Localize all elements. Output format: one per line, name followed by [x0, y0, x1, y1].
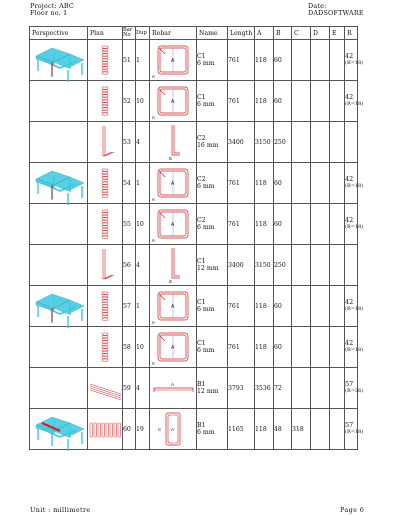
svg-text:R: R [152, 74, 155, 79]
table-header-row [30, 27, 358, 40]
table-row [30, 40, 358, 81]
rebar-name-cell [197, 368, 228, 409]
duplicate-count: 19 [136, 409, 150, 450]
plan-cell [88, 122, 123, 163]
plan-cell [88, 245, 123, 286]
rebar-name: C1 [197, 258, 206, 265]
perspective-cell [30, 368, 88, 409]
project-header [30, 3, 74, 17]
bar-diameter: 6 mm [197, 429, 215, 436]
dim-e [330, 327, 345, 368]
dim-d [311, 163, 330, 204]
plan-cell [88, 204, 123, 245]
dim-a: 3150 [255, 122, 274, 163]
dim-b: 60 [274, 163, 292, 204]
svg-text:A: A [171, 99, 175, 105]
bend-radius: 57 [345, 421, 354, 429]
dim-c [292, 327, 311, 368]
plan-view-icon [88, 327, 123, 367]
dim-a: 118 [255, 204, 274, 245]
bar-length: 761 [228, 204, 255, 245]
dim-d [311, 327, 330, 368]
rebar-cell [150, 204, 197, 245]
dim-a: 118 [255, 286, 274, 327]
bar-number: 57 [123, 286, 136, 327]
bar-length: 3400 [228, 122, 255, 163]
rebar-name-cell [197, 327, 228, 368]
inner-radius: (R=18) [345, 306, 364, 312]
duplicate-count: 1 [136, 40, 150, 81]
rebar-name-cell [197, 122, 228, 163]
unit-label: Unit : millimetre [30, 506, 91, 514]
bend-radius-cell [345, 409, 364, 450]
rebar-shape-diagram [150, 81, 197, 121]
rebar-cell [150, 286, 197, 327]
table-row [30, 163, 358, 204]
rebar-shape-diagram [150, 327, 197, 367]
dim-a: 118 [255, 409, 274, 450]
dim-a: 118 [255, 81, 274, 122]
svg-text:R: R [152, 320, 155, 325]
rebar-name-cell [197, 40, 228, 81]
col-b-header: B [274, 27, 292, 40]
svg-text:A: A [171, 181, 175, 187]
bend-radius: 42 [345, 298, 354, 306]
duplicate-count: 4 [136, 245, 150, 286]
rebar-shape-diagram [150, 163, 197, 203]
plan-cell [88, 40, 123, 81]
bar-length: 761 [228, 81, 255, 122]
dim-b: 250 [274, 122, 292, 163]
duplicate-count: 1 [136, 286, 150, 327]
bar-diameter: 16 mm [197, 142, 219, 149]
plan-view-icon [88, 286, 123, 326]
dim-c [292, 40, 311, 81]
dim-e [330, 163, 345, 204]
page-number: Page 6 [340, 506, 365, 514]
inner-radius: (R=18) [345, 183, 364, 189]
svg-text:C: C [158, 427, 162, 432]
dim-a: 118 [255, 40, 274, 81]
duplicate-count: 1 [136, 163, 150, 204]
plan-cell [88, 286, 123, 327]
bar-number: 54 [123, 163, 136, 204]
bend-radius: 42 [345, 216, 354, 224]
rebar-name: C1 [197, 53, 206, 60]
svg-text:A: A [171, 58, 175, 64]
perspective-view-icon [30, 286, 86, 326]
rebar-schedule-table [29, 26, 364, 450]
plan-view-icon [88, 40, 123, 80]
bar-diameter: 12 mm [197, 265, 219, 272]
bar-number: 59 [123, 368, 136, 409]
bar-length: 761 [228, 40, 255, 81]
perspective-cell [30, 81, 88, 122]
table-row [30, 368, 358, 409]
bar-number: 56 [123, 245, 136, 286]
bend-radius: 57 [345, 380, 354, 388]
rebar-name-cell [197, 286, 228, 327]
duplicate-count: 10 [136, 81, 150, 122]
col-e-header: E [330, 27, 345, 40]
bend-radius: 42 [345, 52, 354, 60]
perspective-cell [30, 204, 88, 245]
plan-view-icon [88, 81, 123, 121]
col-r-header: R [345, 27, 358, 40]
bar-number: 58 [123, 327, 136, 368]
table-row [30, 204, 358, 245]
duplicate-count: 4 [136, 122, 150, 163]
perspective-view-icon [30, 368, 86, 408]
date-header [308, 3, 364, 17]
svg-text:A: A [171, 222, 175, 228]
rebar-name: B1 [197, 422, 206, 429]
svg-text:A: A [171, 345, 175, 351]
dim-c [292, 122, 311, 163]
bend-radius-cell [345, 81, 364, 122]
bar-diameter: 12 mm [197, 388, 219, 395]
svg-text:A: A [171, 427, 175, 432]
col-a-header: A [255, 27, 274, 40]
perspective-view-icon [30, 40, 86, 80]
plan-cell [88, 368, 123, 409]
plan-view-icon [88, 245, 123, 285]
dim-c [292, 368, 311, 409]
bar-diameter: 6 mm [197, 306, 215, 313]
bar-diameter: 6 mm [197, 101, 215, 108]
rebar-name: C1 [197, 94, 206, 101]
dim-a: 118 [255, 327, 274, 368]
dim-a: 3536 [255, 368, 274, 409]
rebar-shape-diagram [150, 245, 197, 285]
col-d-header: D [311, 27, 330, 40]
bar-number: 60 [123, 409, 136, 450]
col-perspective-header: Perspective [30, 27, 88, 40]
rebar-cell [150, 245, 197, 286]
rebar-name-cell [197, 204, 228, 245]
dim-c [292, 245, 311, 286]
table-row [30, 81, 358, 122]
perspective-view-icon [30, 327, 86, 367]
dim-d [311, 368, 330, 409]
dim-b: 72 [274, 368, 292, 409]
rebar-cell [150, 81, 197, 122]
perspective-cell [30, 327, 88, 368]
plan-view-icon [88, 368, 123, 408]
bar-diameter: 6 mm [197, 347, 215, 354]
bar-length: 761 [228, 327, 255, 368]
col-length-header: Length [228, 27, 255, 40]
bend-radius-cell [345, 245, 358, 286]
table-row [30, 286, 358, 327]
dim-e [330, 40, 345, 81]
rebar-cell [150, 368, 197, 409]
svg-text:R: R [152, 115, 155, 120]
dim-c [292, 286, 311, 327]
col-rebar-header: Rebar [150, 27, 197, 40]
bar-length: 3793 [228, 368, 255, 409]
dim-b: 250 [274, 245, 292, 286]
perspective-view-icon [30, 245, 86, 285]
inner-radius: (R=18) [345, 347, 364, 353]
dim-d [311, 245, 330, 286]
svg-text:B: B [169, 279, 172, 284]
rebar-cell [150, 163, 197, 204]
company-name: DADSOFTWARE [308, 9, 364, 17]
dim-c: 318 [292, 409, 311, 450]
table-row [30, 122, 358, 163]
rebar-shape-diagram [150, 204, 197, 244]
perspective-cell [30, 409, 88, 450]
dim-e [330, 409, 345, 450]
svg-text:A: A [171, 304, 175, 310]
perspective-view-icon [30, 122, 86, 162]
svg-text:R: R [152, 238, 155, 243]
col-plan-header: Plan [88, 27, 123, 40]
svg-text:B: B [169, 156, 172, 161]
bar-number: 52 [123, 81, 136, 122]
plan-view-icon [88, 409, 123, 449]
bar-number: 51 [123, 40, 136, 81]
bend-radius-cell [345, 327, 364, 368]
project-name: Project: ABC [30, 2, 75, 10]
rebar-shape-diagram [150, 286, 197, 326]
duplicate-count: 10 [136, 204, 150, 245]
svg-text:R: R [152, 197, 155, 202]
col-bar-no-header: Bar No [123, 27, 136, 40]
bar-number: 53 [123, 122, 136, 163]
rebar-name: C2 [197, 176, 206, 183]
dim-e [330, 81, 345, 122]
table-row [30, 245, 358, 286]
bend-radius-cell [345, 163, 364, 204]
rebar-cell [150, 122, 197, 163]
col-dup-header: Dup [136, 27, 150, 40]
rebar-name: C2 [197, 217, 206, 224]
dim-c [292, 163, 311, 204]
dim-d [311, 286, 330, 327]
perspective-cell [30, 40, 88, 81]
rebar-name: C1 [197, 340, 206, 347]
floor-number: Floor no. 1 [30, 9, 68, 17]
dim-d [311, 409, 330, 450]
plan-cell [88, 163, 123, 204]
dim-b: 60 [274, 204, 292, 245]
duplicate-count: 4 [136, 368, 150, 409]
inner-radius: (R=18) [345, 60, 364, 66]
dim-e [330, 245, 345, 286]
dim-c [292, 204, 311, 245]
bend-radius: 42 [345, 339, 354, 347]
perspective-cell [30, 122, 88, 163]
bar-diameter: 6 mm [197, 60, 215, 67]
rebar-shape-diagram [150, 368, 197, 408]
bar-length: 761 [228, 163, 255, 204]
dim-e [330, 368, 345, 409]
bar-length: 3400 [228, 245, 255, 286]
plan-view-icon [88, 204, 123, 244]
inner-radius: (R=18) [345, 429, 364, 435]
inner-radius: (R=36) [345, 388, 364, 394]
dim-b: 60 [274, 40, 292, 81]
table-row [30, 327, 358, 368]
rebar-cell [150, 40, 197, 81]
svg-text:A: A [171, 382, 175, 387]
dim-e [330, 204, 345, 245]
dim-d [311, 122, 330, 163]
col-name-header: Name [197, 27, 228, 40]
dim-e [330, 286, 345, 327]
svg-text:R: R [152, 361, 155, 366]
perspective-cell [30, 245, 88, 286]
duplicate-count: 10 [136, 327, 150, 368]
bend-radius: 42 [345, 93, 354, 101]
dim-c [292, 81, 311, 122]
perspective-cell [30, 286, 88, 327]
dim-b: 60 [274, 286, 292, 327]
bar-diameter: 6 mm [197, 224, 215, 231]
dim-b: 48 [274, 409, 292, 450]
rebar-name: B1 [197, 381, 206, 388]
bend-radius-cell [345, 204, 364, 245]
bar-length: 1165 [228, 409, 255, 450]
rebar-name-cell [197, 409, 228, 450]
plan-cell [88, 81, 123, 122]
plan-cell [88, 409, 123, 450]
inner-radius: (R=18) [345, 224, 364, 230]
perspective-view-icon [30, 204, 86, 244]
plan-view-icon [88, 163, 123, 203]
table-row [30, 409, 358, 450]
bend-radius-cell [345, 122, 358, 163]
rebar-shape-diagram [150, 409, 197, 449]
date-label: Date: [308, 2, 327, 10]
dim-d [311, 81, 330, 122]
dim-a: 118 [255, 163, 274, 204]
rebar-name-cell [197, 163, 228, 204]
dim-b: 60 [274, 327, 292, 368]
dim-e [330, 122, 345, 163]
dim-a: 3150 [255, 245, 274, 286]
plan-cell [88, 327, 123, 368]
rebar-name-cell [197, 245, 228, 286]
dim-d [311, 204, 330, 245]
bend-radius-cell [345, 40, 364, 81]
perspective-cell [30, 163, 88, 204]
dim-b: 60 [274, 81, 292, 122]
inner-radius: (R=18) [345, 101, 364, 107]
rebar-name: C1 [197, 299, 206, 306]
bend-radius-cell [345, 368, 364, 409]
perspective-view-icon [30, 409, 86, 449]
bend-radius: 42 [345, 175, 354, 183]
bar-diameter: 6 mm [197, 183, 215, 190]
perspective-view-icon [30, 163, 86, 203]
perspective-view-icon [30, 81, 86, 121]
rebar-shape-diagram [150, 40, 197, 80]
plan-view-icon [88, 122, 123, 162]
bend-radius-cell [345, 286, 364, 327]
rebar-name-cell [197, 81, 228, 122]
rebar-cell [150, 327, 197, 368]
rebar-name: C2 [197, 135, 206, 142]
rebar-cell [150, 409, 197, 450]
dim-d [311, 40, 330, 81]
rebar-shape-diagram [150, 122, 197, 162]
bar-length: 761 [228, 286, 255, 327]
bar-number: 55 [123, 204, 136, 245]
col-c-header: C [292, 27, 311, 40]
